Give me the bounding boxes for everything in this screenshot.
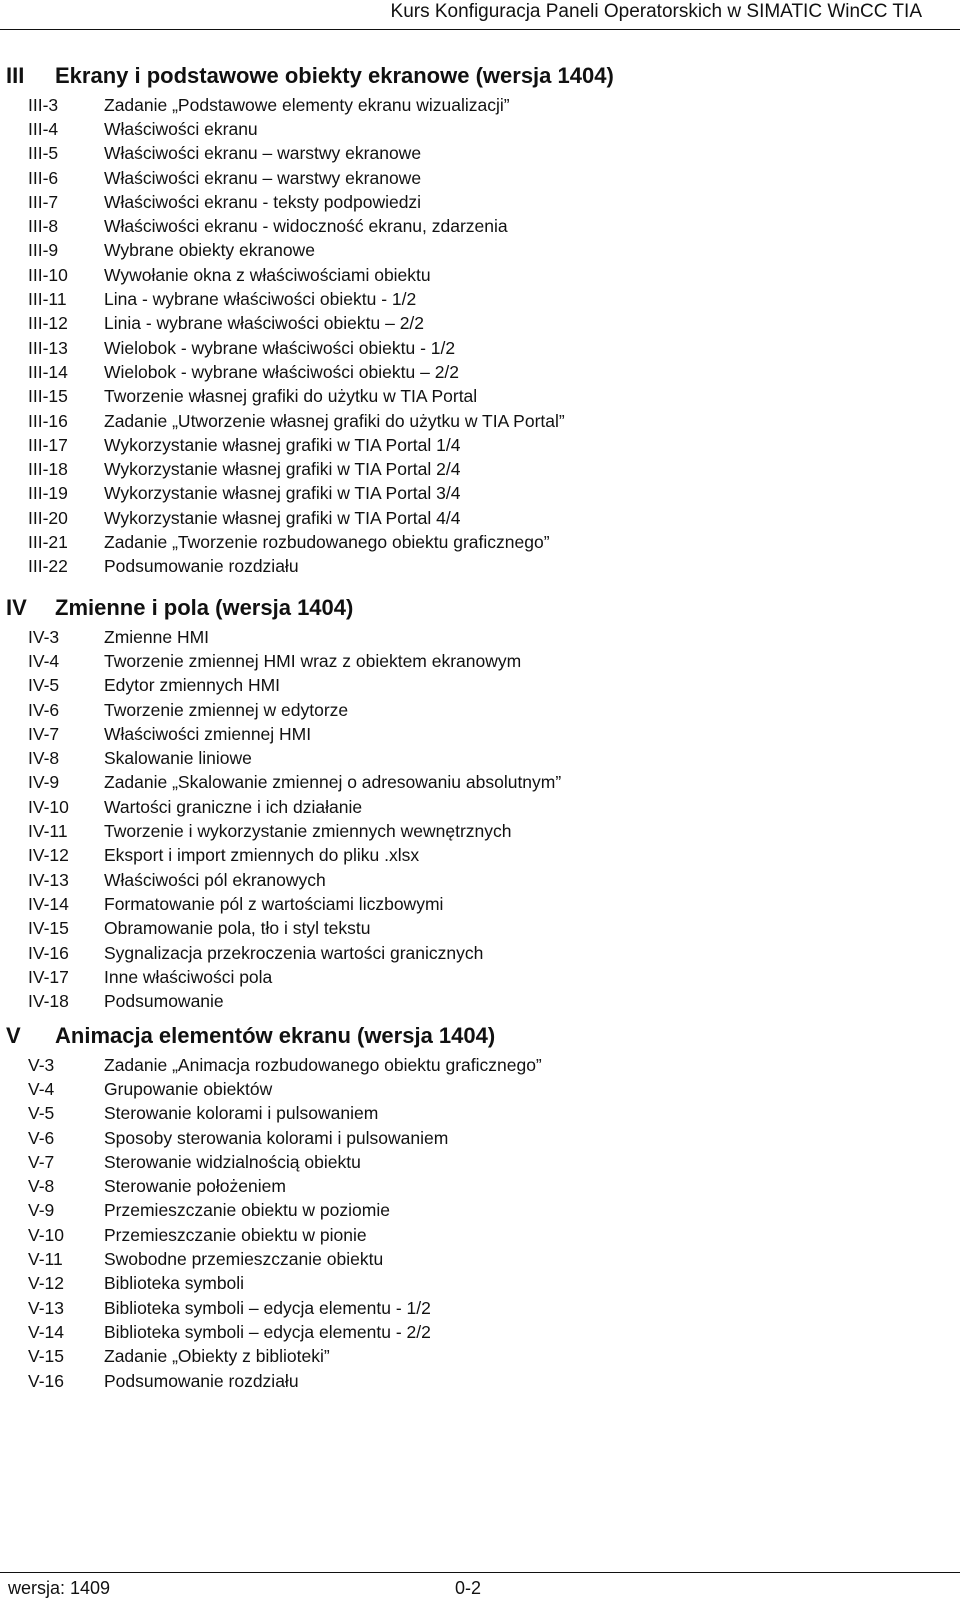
entry-number: IV-10 (28, 796, 69, 817)
entry-title: Grupowanie obiektów (104, 1078, 273, 1099)
entry-number: V-15 (28, 1346, 64, 1367)
toc-entry (0, 1369, 960, 1393)
toc-entry (0, 795, 960, 819)
toc-entry (0, 433, 960, 457)
entry-title: Wykorzystanie własnej grafiki w TIA Portal 3/4 (104, 483, 461, 504)
toc-entry (0, 1223, 960, 1247)
entry-number: V-7 (28, 1151, 55, 1172)
entry-title: Biblioteka symboli – edycja elementu - 2/2 (104, 1321, 431, 1342)
entry-number: IV-15 (28, 918, 69, 939)
entry-title: Wartości graniczne i ich działanie (104, 796, 363, 817)
toc-entry (0, 166, 960, 190)
toc-entry (0, 771, 960, 795)
entry-number: IV-8 (28, 748, 60, 769)
entry-title: Podsumowanie rozdziału (104, 1370, 299, 1391)
entry-list (0, 625, 960, 1014)
toc-entry (0, 1126, 960, 1150)
toc-entry (0, 287, 960, 311)
entry-title: Sterowanie położeniem (104, 1176, 286, 1197)
chapter-title: Zmienne i pola (wersja 1404) (55, 594, 354, 620)
entry-title: Przemieszczanie obiektu w pionie (104, 1224, 367, 1245)
toc-entry (0, 1174, 960, 1198)
entry-title: Tworzenie własnej grafiki do użytku w TIA Portal (104, 386, 478, 407)
entry-title: Wykorzystanie własnej grafiki w TIA Portal 1/4 (104, 434, 461, 455)
chapter-number: V (6, 1022, 21, 1048)
toc-entry (0, 190, 960, 214)
toc-entry (0, 941, 960, 965)
entry-number: V-11 (28, 1249, 63, 1270)
chapter-section (0, 1018, 960, 1393)
entry-number: III-16 (28, 410, 68, 431)
toc-entry (0, 1150, 960, 1174)
footer-divider (0, 1572, 960, 1573)
toc-entry (0, 142, 960, 166)
entry-number: III-20 (28, 507, 68, 528)
entry-title: Właściwości ekranu - teksty podpowiedzi (104, 191, 422, 212)
entry-title: Biblioteka symboli (104, 1273, 245, 1294)
entry-number: IV-14 (28, 893, 69, 914)
entry-number: IV-3 (28, 626, 60, 647)
toc-entry (0, 674, 960, 698)
toc-entry (0, 1053, 960, 1077)
entry-number: III-18 (28, 459, 68, 480)
entry-title: Zadanie „Skalowanie zmiennej o adresowaniu absolutnym” (104, 772, 562, 793)
entry-number: IV-16 (28, 942, 69, 963)
entry-number: III-13 (28, 337, 68, 358)
entry-title: Wielobok - wybrane właściwości obiektu - 1/2 (104, 337, 456, 358)
toc-entry (0, 409, 960, 433)
entry-number: III-7 (28, 191, 59, 212)
entry-title: Właściwości ekranu – warstwy ekranowe (104, 143, 422, 164)
entry-title: Tworzenie zmiennej HMI wraz z obiektem ekranowym (104, 650, 522, 671)
entry-title: Zadanie „Animacja rozbudowanego obiektu graficznego” (104, 1054, 542, 1075)
entry-title: Wykorzystanie własnej grafiki w TIA Portal 4/4 (104, 507, 461, 528)
header-divider (0, 29, 960, 30)
page-number: 0-2 (455, 1578, 482, 1598)
entry-number: III-12 (28, 313, 68, 334)
entry-number: IV-11 (28, 821, 68, 842)
entry-number: IV-7 (28, 723, 60, 744)
entry-title: Przemieszczanie obiektu w poziomie (104, 1200, 390, 1221)
entry-title: Sygnalizacja przekroczenia wartości granicznych (104, 942, 484, 963)
entry-title: Sterowanie widzialnością obiektu (104, 1151, 361, 1172)
entry-number: III-8 (28, 216, 59, 237)
toc-entry (0, 239, 960, 263)
entry-title: Sposoby sterowania kolorami i pulsowaniem (104, 1127, 449, 1148)
entry-number: V-10 (28, 1224, 64, 1245)
entry-number: IV-17 (28, 966, 69, 987)
entry-title: Linia - wybrane właściwości obiektu – 2/2 (104, 313, 425, 334)
entry-number: V-9 (28, 1200, 55, 1221)
entry-title: Wybrane obiekty ekranowe (104, 240, 315, 261)
entry-title: Właściwości ekranu – warstwy ekranowe (104, 167, 422, 188)
toc-entry (0, 989, 960, 1013)
entry-title: Eksport i import zmiennych do pliku .xlsx (104, 845, 420, 866)
entry-list (0, 1053, 960, 1393)
toc-entry (0, 1199, 960, 1223)
entry-number: IV-12 (28, 845, 69, 866)
document-title: Kurs Konfiguracja Paneli Operatorskich w SIMATIC WinCC TIA (390, 1, 922, 22)
entry-title: Zmienne HMI (104, 626, 210, 647)
toc-entry (0, 892, 960, 916)
toc-entry (0, 868, 960, 892)
chapter-title: Animacja elementów ekranu (wersja 1404) (55, 1022, 496, 1048)
entry-title: Właściwości ekranu - widoczność ekranu, zdarzenia (104, 216, 508, 237)
entry-number: V-5 (28, 1103, 55, 1124)
toc-entry (0, 214, 960, 238)
entry-number: III-14 (28, 361, 68, 382)
entry-title: Sterowanie kolorami i pulsowaniem (104, 1103, 379, 1124)
toc-entry (0, 506, 960, 530)
toc-entry (0, 1320, 960, 1344)
toc-entry (0, 819, 960, 843)
entry-title: Podsumowanie rozdziału (104, 556, 299, 577)
entry-number: IV-13 (28, 869, 69, 890)
chapter-section (0, 590, 960, 1014)
entry-number: III-3 (28, 94, 59, 115)
toc-entry (0, 312, 960, 336)
toc-entry (0, 965, 960, 989)
entry-title: Właściwości pól ekranowych (104, 869, 326, 890)
entry-title: Zadanie „Tworzenie rozbudowanego obiektu graficznego” (104, 531, 550, 552)
toc-entry (0, 625, 960, 649)
chapter-heading (0, 590, 960, 625)
entry-number: IV-9 (28, 772, 60, 793)
entry-title: Wielobok - wybrane właściwości obiektu – 2/2 (104, 361, 460, 382)
toc-entry (0, 555, 960, 579)
entry-number: V-14 (28, 1321, 64, 1342)
entry-title: Lina - wybrane właściwości obiektu - 1/2 (104, 289, 417, 310)
entry-title: Skalowanie liniowe (104, 748, 252, 769)
chapter-section (0, 58, 960, 579)
entry-title: Obramowanie pola, tło i styl tekstu (104, 918, 371, 939)
entry-title: Wykorzystanie własnej grafiki w TIA Portal 2/4 (104, 459, 461, 480)
entry-number: V-6 (28, 1127, 55, 1148)
entry-number: III-19 (28, 483, 68, 504)
chapter-title: Ekrany i podstawowe obiekty ekranowe (wersja 1404) (55, 62, 614, 88)
toc-entry (0, 457, 960, 481)
toc-entry (0, 530, 960, 554)
entry-title: Swobodne przemieszczanie obiektu (104, 1249, 384, 1270)
entry-title: Biblioteka symboli – edycja elementu - 1/2 (104, 1297, 431, 1318)
toc-entry (0, 93, 960, 117)
toc-entry (0, 385, 960, 409)
entry-number: IV-5 (28, 675, 60, 696)
chapter-number: III (6, 62, 25, 88)
entry-number: III-15 (28, 386, 68, 407)
toc-entry (0, 1077, 960, 1101)
toc-entry (0, 844, 960, 868)
entry-number: V-4 (28, 1078, 55, 1099)
entry-number: III-17 (28, 434, 68, 455)
toc-entry (0, 1247, 960, 1271)
entry-title: Edytor zmiennych HMI (104, 675, 281, 696)
entry-title: Tworzenie zmiennej w edytorze (104, 699, 349, 720)
toc-entry (0, 722, 960, 746)
toc-entry (0, 336, 960, 360)
toc-entry (0, 649, 960, 673)
entry-number: III-4 (28, 118, 59, 139)
entry-number: III-10 (28, 264, 68, 285)
toc-entry (0, 698, 960, 722)
entry-number: III-11 (28, 289, 67, 310)
entry-number: V-12 (28, 1273, 64, 1294)
entry-number: V-16 (28, 1370, 64, 1391)
entry-number: V-13 (28, 1297, 64, 1318)
toc-entry (0, 360, 960, 384)
toc-entry (0, 1296, 960, 1320)
entry-number: IV-18 (28, 991, 69, 1012)
entry-title: Wywołanie okna z właściwościami obiektu (104, 264, 431, 285)
entry-title: Zadanie „Obiekty z biblioteki” (104, 1346, 330, 1367)
toc-entry (0, 263, 960, 287)
toc-entry (0, 482, 960, 506)
entry-number: III-21 (28, 531, 68, 552)
entry-title: Zadanie „Utworzenie własnej grafiki do użytku w TIA Portal” (104, 410, 565, 431)
chapter-heading (0, 58, 960, 93)
entry-number: V-8 (28, 1176, 55, 1197)
toc-entry (0, 117, 960, 141)
toc-entry (0, 1272, 960, 1296)
entry-title: Zadanie „Podstawowe elementy ekranu wizualizacji” (104, 94, 510, 115)
version-label: wersja: 1409 (8, 1578, 111, 1598)
entry-title: Podsumowanie (104, 991, 224, 1012)
entry-number: III-5 (28, 143, 59, 164)
entry-number: IV-4 (28, 650, 60, 671)
toc-entry (0, 746, 960, 770)
toc-entry (0, 1345, 960, 1369)
toc-entry (0, 917, 960, 941)
entry-number: IV-6 (28, 699, 60, 720)
entry-number: V-3 (28, 1054, 55, 1075)
entry-title: Inne właściwości pola (104, 966, 273, 987)
entry-title: Właściwości zmiennej HMI (104, 723, 312, 744)
chapter-number: IV (6, 594, 27, 620)
entry-title: Właściwości ekranu (104, 118, 258, 139)
entry-list (0, 93, 960, 579)
entry-number: III-6 (28, 167, 59, 188)
chapter-heading (0, 1018, 960, 1053)
toc-entry (0, 1102, 960, 1126)
entry-title: Tworzenie i wykorzystanie zmiennych wewnętrznych (104, 821, 512, 842)
entry-title: Formatowanie pól z wartościami liczbowymi (104, 893, 444, 914)
entry-number: III-9 (28, 240, 59, 261)
entry-number: III-22 (28, 556, 68, 577)
